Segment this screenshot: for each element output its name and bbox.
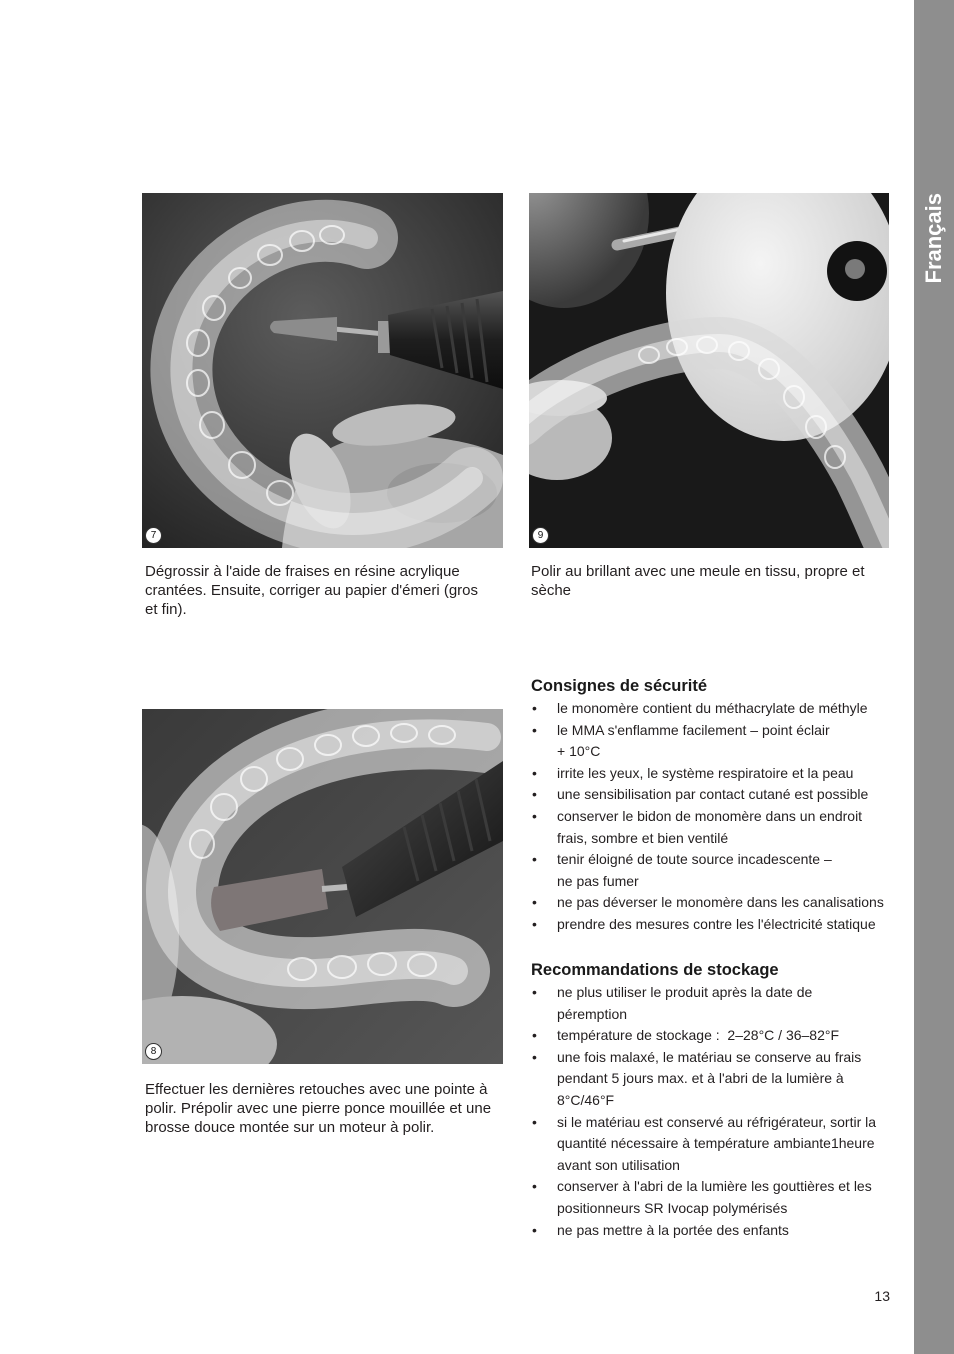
caption-8 (145, 1080, 510, 1137)
safety-item (531, 849, 891, 892)
caption-line: Polir au brillant avec une meule en tissu, propre et (531, 563, 865, 580)
figure-badge-8: 8 (145, 1043, 162, 1060)
list-line: • conserver à l'abri de la lumière les gouttières et les (557, 1178, 872, 1195)
caption-line: brosse douce montée sur un moteur à polir. (145, 1119, 435, 1136)
photo-7-trimming-splint (142, 193, 503, 548)
caption-9 (531, 562, 893, 600)
safety-heading: Consignes de sécurité (531, 677, 708, 695)
safety-item (531, 784, 891, 806)
photo-7-image (142, 193, 503, 548)
figure-badge-9: 9 (532, 527, 549, 544)
photo-9-image (529, 193, 889, 548)
safety-item (531, 720, 891, 763)
caption-line: et fin). (145, 601, 187, 618)
list-line: avant son utilisation (557, 1156, 680, 1173)
safety-item (531, 892, 891, 914)
list-line: • température de stockage : 2–28°C / 36–82°F (557, 1027, 840, 1044)
safety-item (531, 806, 891, 849)
list-line: ne pas fumer (557, 872, 639, 889)
list-line: péremption (557, 1005, 628, 1022)
safety-item (531, 763, 891, 785)
safety-item (531, 914, 891, 936)
safety-list (531, 698, 891, 936)
list-line: • prendre des mesures contre les l'électricité statique (557, 915, 876, 932)
list-line: 8°C/46°F (557, 1091, 615, 1108)
safety-item (531, 698, 891, 720)
storage-item (531, 1176, 891, 1219)
language-tab-label: Français (921, 192, 946, 284)
list-line: • une sensibilisation par contact cutané est possible (557, 786, 869, 803)
list-line: • ne plus utiliser le produit après la date de (557, 984, 813, 1000)
caption-line: Dégrossir à l'aide de fraises en résine acrylique (145, 563, 460, 580)
list-line: positionneurs SR Ivocap polymérisés (557, 1199, 788, 1216)
list-line: • conserver le bidon de monomère dans un endroit (557, 807, 863, 824)
caption-line: Effectuer les dernières retouches avec une pointe à (145, 1081, 488, 1098)
drill-ring (378, 321, 390, 353)
wheel-hub (827, 241, 887, 301)
list-line: • ne pas déverser le monomère dans les canalisations (557, 894, 884, 911)
list-line: • ne pas mettre à la portée des enfants (557, 1221, 789, 1238)
language-sidebar (914, 0, 954, 1354)
language-tab (914, 186, 954, 290)
page-number: 13 (874, 1288, 890, 1304)
storage-item (531, 1220, 891, 1242)
caption-line: polir. Prépolir avec une pierre ponce mouillée et une (145, 1100, 492, 1117)
list-line: • si le matériau est conservé au réfrigérateur, sortir la (557, 1113, 877, 1130)
list-line: • irrite les yeux, le système respiratoire et la peau (557, 764, 854, 781)
caption-7 (145, 562, 507, 619)
list-line: quantité nécessaire à température ambiante1heure (557, 1135, 875, 1152)
caption-line: sèche (531, 582, 572, 599)
storage-item (531, 1112, 891, 1177)
photo-8-finishing-splint (142, 709, 503, 1064)
list-line: • le MMA s'enflamme facilement – point éclair (557, 721, 830, 738)
storage-list (531, 982, 891, 1241)
storage-item (531, 982, 891, 1025)
list-line: + 10°C (557, 743, 601, 760)
storage-item (531, 1047, 891, 1112)
storage-item (531, 1025, 891, 1047)
list-line: frais, sombre et bien ventilé (557, 829, 729, 846)
photo-8-image (142, 709, 503, 1064)
storage-heading: Recommandations de stockage (531, 961, 779, 979)
list-line: • le monomère contient du méthacrylate de méthyle (557, 700, 868, 716)
caption-line: crantées. Ensuite, corriger au papier d'émeri (gros (145, 582, 479, 599)
list-line: pendant 5 jours max. et à l'abri de la lumière à (557, 1070, 844, 1087)
list-line: • tenir éloigné de toute source incadescente – (557, 851, 832, 868)
figure-badge-7: 7 (145, 527, 162, 544)
list-line: • une fois malaxé, le matériau se conserve au frais (557, 1048, 862, 1065)
photo-9-polishing-wheel (529, 193, 889, 548)
